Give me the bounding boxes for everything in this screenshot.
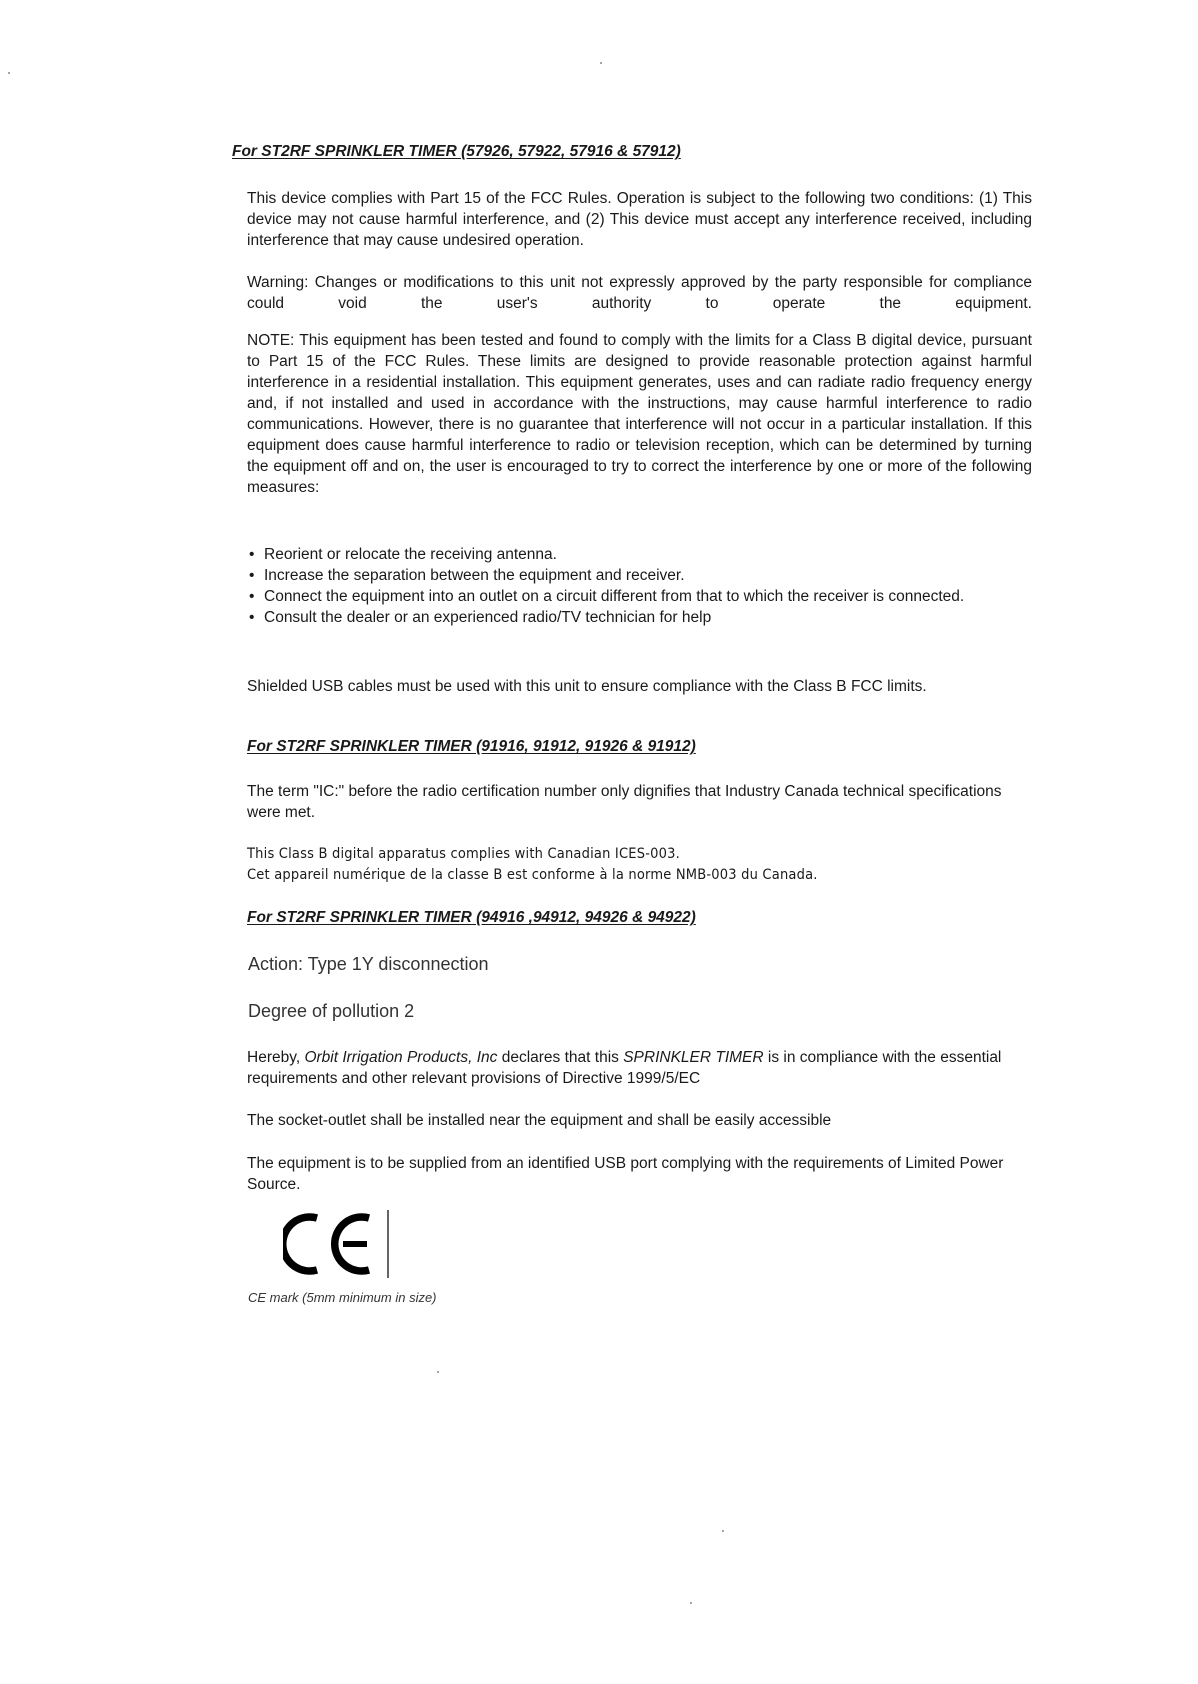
scan-speck: [8, 72, 10, 74]
list-item-text: Increase the separation between the equipment and receiver.: [264, 567, 685, 584]
list-item-text: Reorient or relocate the receiving antenna.: [264, 546, 557, 563]
declaration-middle: declares that this: [497, 1049, 624, 1066]
declaration-prefix: Hereby,: [247, 1049, 305, 1066]
warning-paragraph: Warning: Changes or modifications to this unit not expressly approved by the party responsible for compliance could void the user's authority to operate the equipment.: [247, 274, 1032, 312]
list-item: • Connect the equipment into an outlet on a circuit different from that to which the receiver is connected.: [249, 588, 965, 605]
declaration-paragraph: [247, 1047, 1032, 1089]
action-line: Action: Type 1Y disconnection: [248, 954, 489, 974]
company-name: Orbit Irrigation Products, Inc: [304, 1049, 498, 1066]
list-item-text: Connect the equipment into an outlet on a circuit different from that to which the receiver is connected.: [264, 588, 965, 605]
ices-line-en: This Class B digital apparatus complies with Canadian ICES-003.: [247, 846, 680, 862]
ic-term-paragraph: The term "IC:" before the radio certification number only dignifies that Industry Canada technical specifications were met.: [247, 783, 1002, 821]
fcc-compliance-paragraph: This device complies with Part 15 of the FCC Rules. Operation is subject to the following two conditions: (1) This device may not cause harmful interference, and (2) This device must accept any interference received, including interference that may cause undesired operation.: [247, 190, 1032, 249]
scan-speck: [690, 1602, 692, 1604]
measures-list: [247, 544, 1032, 628]
ices-line-fr: Cet appareil numérique de la classe B est conforme à la norme NMB-003 du Canada.: [247, 867, 818, 883]
list-item: • Increase the separation between the equipment and receiver.: [249, 567, 685, 584]
ce-mark-logo: [283, 1210, 393, 1278]
section-heading-1: For ST2RF SPRINKLER TIMER (57926, 57922, 57916 & 57912): [232, 143, 681, 160]
list-item: • Consult the dealer or an experienced radio/TV technician for help: [249, 609, 712, 626]
section-heading-2: For ST2RF SPRINKLER TIMER (91916, 91912, 91926 & 91912): [247, 738, 696, 755]
usb-supply-paragraph: The equipment is to be supplied from an identified USB port complying with the requirements of Limited Power Source.: [247, 1155, 1004, 1193]
section-heading-3: For ST2RF SPRINKLER TIMER (94916 ,94912, 94926 & 94922): [247, 909, 696, 926]
list-item-text: Consult the dealer or an experienced radio/TV technician for help: [264, 609, 712, 626]
pollution-line: Degree of pollution 2: [248, 1001, 415, 1021]
scan-speck: [722, 1530, 724, 1532]
product-name: SPRINKLER TIMER: [623, 1049, 764, 1066]
list-item: • Reorient or relocate the receiving antenna.: [249, 546, 557, 563]
scan-speck: [600, 62, 602, 64]
ce-mark-caption: CE mark (5mm minimum in size): [248, 1290, 437, 1305]
shielded-usb-paragraph: Shielded USB cables must be used with this unit to ensure compliance with the Class B FCC limits.: [247, 678, 927, 695]
socket-outlet-paragraph: The socket-outlet shall be installed near the equipment and shall be easily accessible: [247, 1112, 832, 1129]
note-paragraph: NOTE: This equipment has been tested and found to comply with the limits for a Class B digital device, pursuant to Part 15 of the FCC Rules. These limits are designed to provide reasonable protection against harmful interference in a residential installation. This equipment generates, uses and can radiate radio frequency energy and, if not installed and used in accordance with the instructions, may cause harmful interference to radio communications. However, there is no guarantee that interference will not occur in a particular installation. If this equipment does cause harmful interference to radio or television reception, which can be determined by turning the equipment off and on, the user is encouraged to try to correct the interference by one or more of the following measures:: [247, 332, 1032, 496]
declaration-suffix: is in compliance with the essential requirements and other relevant provisions of Directive 1999/5/EC: [247, 1049, 1002, 1087]
scan-speck: [437, 1371, 439, 1373]
